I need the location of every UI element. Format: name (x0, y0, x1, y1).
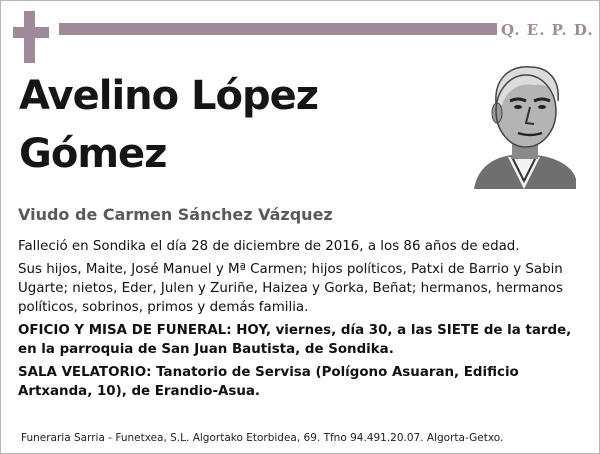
cross-icon (13, 11, 49, 63)
portrait-image (472, 61, 576, 189)
header-bar (59, 23, 497, 35)
family-text: Sus hijos, Maite, José Manuel y Mª Carmen; hijos políticos, Patxi de Barrio y Sabin Ugarte; nietos, Eder, Julen y Zuriñe, Haizea y Gorka, Beñat; hermanos, hermanos políticos, sobrinos, primos y demás familia. (18, 262, 563, 315)
deceased-name-line2: Gómez (19, 131, 167, 177)
deceased-name-line1: Avelino López (19, 73, 319, 119)
wake-text: SALA VELATORIO: Tanatorio de Servisa (Polígono Asuaran, Edificio Artxanda, 10), de Erandio-Asua. (18, 365, 519, 399)
funeral-home-footer: Funeraria Sarria - Funetxea, S.L. Algortako Etorbidea, 69. Tfno 94.491.20.07. Algorta-Getxo. (21, 432, 504, 444)
qepd-label: Q. E. P. D. (501, 21, 594, 39)
notice-body (18, 237, 583, 405)
funeral-text: OFICIO Y MISA DE FUNERAL: HOY, viernes, día 30, a las SIETE de la tarde, en la parroquia de San Juan Bautista, de Sondika. (18, 323, 572, 357)
deceased-name (19, 67, 318, 183)
deceased-subtitle: Viudo de Carmen Sánchez Vázquez (18, 205, 333, 224)
death-notice-text: Falleció en Sondika el día 28 de diciembre de 2016, a los 86 años de edad. (18, 239, 520, 254)
deceased-portrait (472, 61, 576, 189)
